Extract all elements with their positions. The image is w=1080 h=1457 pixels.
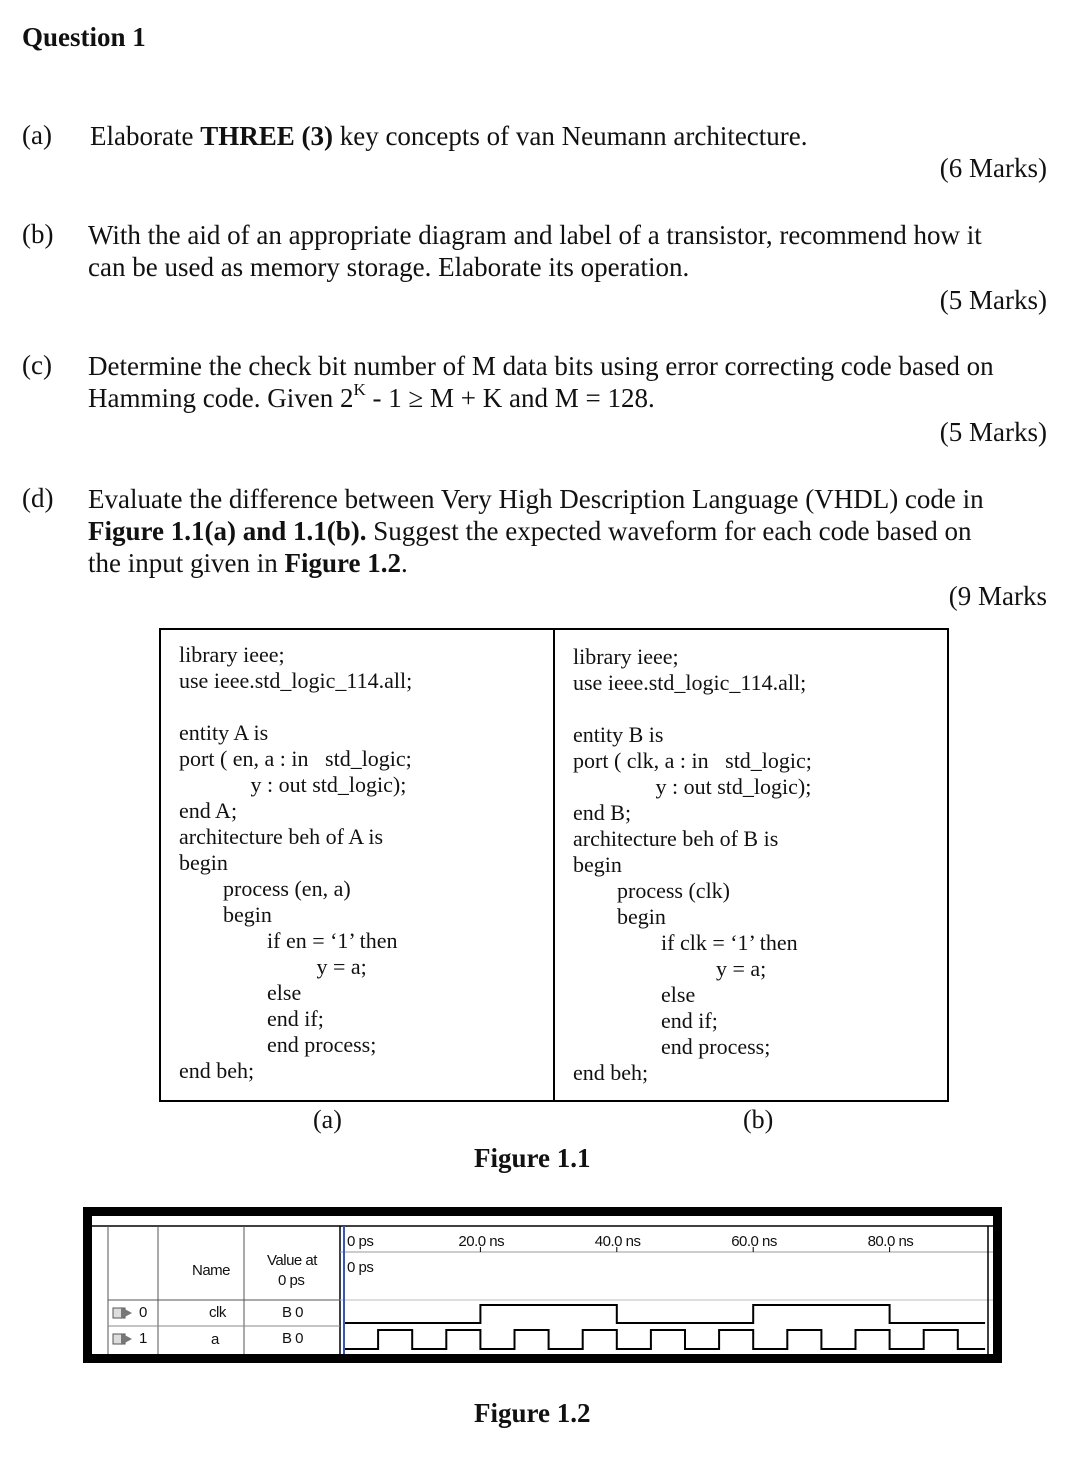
cursor-label-1: 0 ps — [347, 1233, 374, 1250]
code-line: if clk = ‘1’ then — [573, 930, 798, 955]
part-a-text-post: key concepts of van Neumann architecture. — [332, 121, 808, 151]
code-line: library ieee; — [179, 642, 285, 667]
code-line: begin — [573, 904, 666, 929]
part-a-label: (a) — [22, 120, 52, 150]
code-line: begin — [179, 850, 228, 875]
time-label: 40.0 ns — [594, 1233, 641, 1250]
figure-1-2-title: Figure 1.2 — [474, 1398, 591, 1428]
code-line: entity A is — [179, 720, 269, 745]
header-value-1: Value at — [267, 1252, 317, 1269]
time-label: 80.0 ns — [867, 1233, 914, 1250]
part-d-line1: Evaluate the difference between Very High Description Language (VHDL) code in — [88, 484, 984, 514]
time-label: 60.0 ns — [731, 1233, 777, 1250]
part-c-line1: Determine the check bit number of M data bits using error correcting code based on — [88, 351, 994, 381]
signal-value: B 0 — [282, 1330, 304, 1347]
code-line: else — [573, 982, 696, 1007]
signal-name[interactable]: a — [211, 1331, 219, 1348]
code-line: end process; — [179, 1032, 377, 1057]
part-c-text — [88, 350, 1048, 414]
part-c-line2: Hamming code. Given $2^K - 1 \ge M + K$ and M = 128. — [88, 380, 655, 413]
part-d-line2: Figure 1.1(a) and 1.1(b). Suggest the expected waveform for each code based on — [88, 516, 972, 546]
part-a-text-pre: Elaborate — [90, 121, 201, 151]
part-d-label: (d) — [22, 483, 54, 513]
code-line: y : out std_logic); — [179, 772, 407, 797]
code-line: y : out std_logic); — [573, 774, 812, 799]
caption-b: (b) — [743, 1105, 774, 1134]
code-box-b — [553, 628, 949, 1102]
part-b-text — [88, 219, 1048, 283]
code-line: end B; — [573, 800, 632, 825]
part-b-line2: can be used as memory storage. Elaborate its operation. — [88, 252, 690, 282]
code-line: use ieee.std_logic_114.all; — [573, 670, 807, 695]
code-line: port ( clk, a : in std_logic; — [573, 748, 812, 773]
code-line: end if; — [179, 1006, 324, 1031]
signal-name[interactable]: clk — [209, 1304, 226, 1321]
part-d-text — [88, 483, 1048, 579]
code-line: architecture beh of A is — [179, 824, 384, 849]
code-line: begin — [573, 852, 622, 877]
code-line: use ieee.std_logic_114.all; — [179, 668, 413, 693]
figure-1-1-title: Figure 1.1 — [474, 1143, 591, 1173]
part-b-line1: With the aid of an appropriate diagram and label of a transistor, recommend how it — [88, 220, 982, 250]
header-value-2: 0 ps — [278, 1272, 305, 1289]
code-line: else — [179, 980, 302, 1005]
code-line: end if; — [573, 1008, 718, 1033]
code-line: library ieee; — [573, 644, 679, 669]
part-a-marks: (6 Marks) — [939, 153, 1047, 183]
header-name: Name — [192, 1262, 231, 1279]
signal-value: B 0 — [282, 1304, 304, 1321]
code-a-listing — [179, 642, 412, 1084]
part-d-line3: the input given in Figure 1.2. — [88, 548, 408, 578]
signal-index: 1 — [139, 1330, 147, 1347]
part-c-marks: (5 Marks) — [939, 417, 1047, 447]
code-line — [179, 694, 412, 720]
code-line — [573, 696, 812, 722]
part-c-label: (c) — [22, 350, 52, 380]
part-a-text-bold: THREE (3) — [200, 121, 333, 151]
part-b-marks: (5 Marks) — [939, 285, 1047, 315]
code-line: y = a; — [179, 954, 367, 979]
input-pin-icon — [112, 1305, 134, 1321]
code-line: architecture beh of B is — [573, 826, 779, 851]
code-box-a — [159, 628, 555, 1102]
code-line: process (clk) — [573, 878, 731, 903]
waveform-clk — [344, 1305, 985, 1323]
part-a-text — [90, 120, 808, 152]
part-d-marks: (9 Marks — [948, 581, 1047, 611]
code-line: end A; — [179, 798, 238, 823]
input-pin-icon — [112, 1331, 134, 1347]
time-label: 20.0 ns — [458, 1233, 505, 1250]
waveform-inner — [92, 1216, 993, 1354]
cursor-label-2: 0 ps — [347, 1259, 374, 1276]
waveform-a — [344, 1330, 985, 1349]
code-line: y = a; — [573, 956, 767, 981]
caption-a: (a) — [313, 1105, 342, 1134]
code-line: end beh; — [573, 1060, 649, 1085]
code-line: end process; — [573, 1034, 771, 1059]
question-title: Question 1 — [22, 22, 146, 52]
code-line: if en = ‘1’ then — [179, 928, 398, 953]
code-line: end beh; — [179, 1058, 255, 1083]
waveform-grid — [92, 1216, 993, 1354]
code-b-listing — [573, 644, 812, 1086]
waveform-panel — [83, 1207, 1002, 1363]
code-line: begin — [179, 902, 272, 927]
code-line: process (en, a) — [179, 876, 351, 901]
part-b-label: (b) — [22, 219, 54, 249]
signal-index: 0 — [139, 1304, 147, 1321]
code-line: entity B is — [573, 722, 664, 747]
code-line: port ( en, a : in std_logic; — [179, 746, 412, 771]
